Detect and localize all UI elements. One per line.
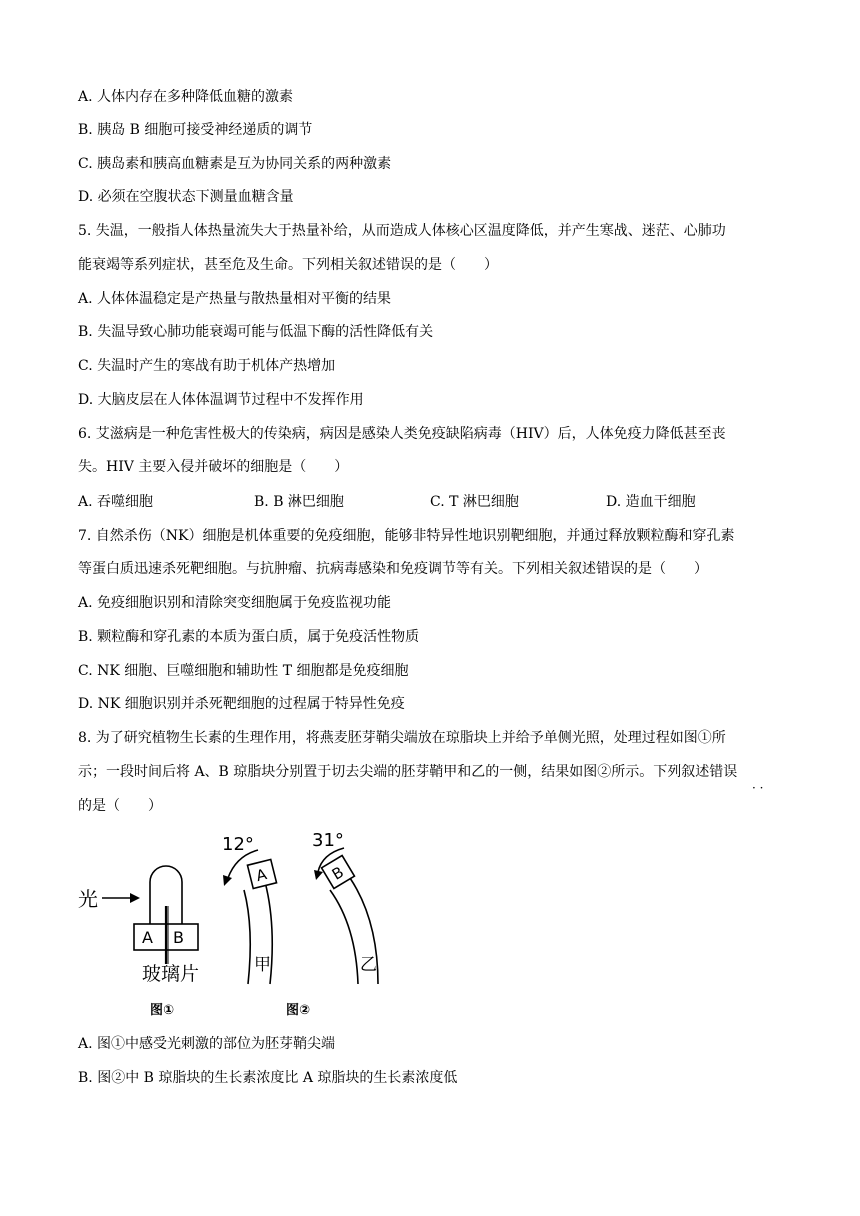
q5-option-c: C. 失温时产生的寒战有助于机体产热增加 (78, 358, 336, 374)
q8-option-b: B. 图②中 B 琼脂块的生长素浓度比 A 琼脂块的生长素浓度低 (78, 1070, 458, 1086)
angle-jia: 12° (222, 834, 254, 855)
q4-option-b: B. 胰岛 B 细胞可接受神经递质的调节 (78, 122, 313, 138)
agar-block-b-label: B (328, 862, 347, 884)
q4-option-c: C. 胰岛素和胰高血糖素是互为协同关系的两种激素 (78, 156, 392, 172)
q6-option-a: A. 吞噬细胞 (78, 494, 154, 510)
agar-block-a-label: A (254, 865, 269, 886)
q6-option-b: B. B 淋巴细胞 (254, 494, 344, 510)
coleoptile-figure (76, 828, 396, 1028)
q6-option-c: C. T 淋巴细胞 (430, 494, 519, 510)
q7-option-b: B. 颗粒酶和穿孔素的本质为蛋白质，属于免疫活性物质 (78, 629, 420, 645)
q7-option-d: D. NK 细胞识别并杀死靶细胞的过程属于特异性免疫 (78, 696, 405, 712)
label-yi: 乙 (360, 955, 377, 975)
q5-option-b: B. 失温导致心肺功能衰竭可能与低温下酶的活性降低有关 (78, 324, 434, 340)
fig2-caption: 图② (286, 1003, 311, 1018)
glass-plate-label: 玻璃片 (142, 963, 200, 985)
block-a-label: A (142, 928, 153, 947)
q7-stem-line1: 7. 自然杀伤（NK）细胞是机体重要的免疫细胞，能够非特异性地识别靶细胞，并通过释放颗粒酶和穿孔素 (78, 528, 735, 544)
q8-stem-line3: 的是（ ） (78, 798, 162, 814)
q7-stem-line2: 等蛋白质迅速杀死靶细胞。与抗肿瘤、抗病毒感染和免疫调节等有关。下列相关叙述错误的是（ ） (78, 561, 708, 577)
q7-option-a: A. 免疫细胞识别和清除突变细胞属于免疫监视功能 (78, 595, 392, 611)
q7-option-c: C. NK 细胞、巨噬细胞和辅助性 T 细胞都是免疫细胞 (78, 663, 409, 679)
block-b-label: B (173, 928, 184, 947)
light-label: 光 (78, 887, 98, 911)
q8-stem-line2: 示；一段时间后将 A、B 琼脂块分别置于切去尖端的胚芽鞘甲和乙的一侧，结果如图②所示。下列叙述错误 (78, 764, 738, 780)
q4-option-d: D. 必须在空腹状态下测量血糖含量 (78, 189, 294, 205)
q8-option-a: A. 图①中感受光刺激的部位为胚芽鞘尖端 (78, 1036, 336, 1052)
q6-stem-line1: 6. 艾滋病是一种危害性极大的传染病，病因是感染人类免疫缺陷病毒（HIV）后，人体免疫力降低甚至丧 (78, 426, 726, 442)
q5-stem-line1: 5. 失温，一般指人体热量流失大于热量补给，从而造成人体核心区温度降低，并产生寒战、迷茫、心肺功 (78, 223, 726, 239)
q4-option-a: A. 人体内存在多种降低血糖的激素 (78, 89, 294, 105)
q5-option-a: A. 人体体温稳定是产热量与散热量相对平衡的结果 (78, 291, 392, 307)
fig1-caption: 图① (150, 1003, 175, 1018)
emphasis-dots: · · (752, 781, 764, 795)
coleoptile-jia-left (244, 890, 250, 984)
angle-yi: 31° (312, 830, 344, 851)
q6-stem-line2: 失。HIV 主要入侵并破坏的细胞是（ ） (78, 459, 349, 475)
q6-option-d: D. 造血干细胞 (606, 494, 696, 510)
q8-stem-line1: 8. 为了研究植物生长素的生理作用，将燕麦胚芽鞘尖端放在琼脂块上并给予单侧光照，处理过程如图①所 (78, 730, 726, 746)
label-jia: 甲 (254, 955, 271, 975)
coleoptile-yi-left (330, 890, 358, 984)
q5-stem-line2: 能衰竭等系列症状，甚至危及生命。下列相关叙述错误的是（ ） (78, 257, 498, 273)
q5-option-d: D. 大脑皮层在人体体温调节过程中不发挥作用 (78, 392, 364, 408)
